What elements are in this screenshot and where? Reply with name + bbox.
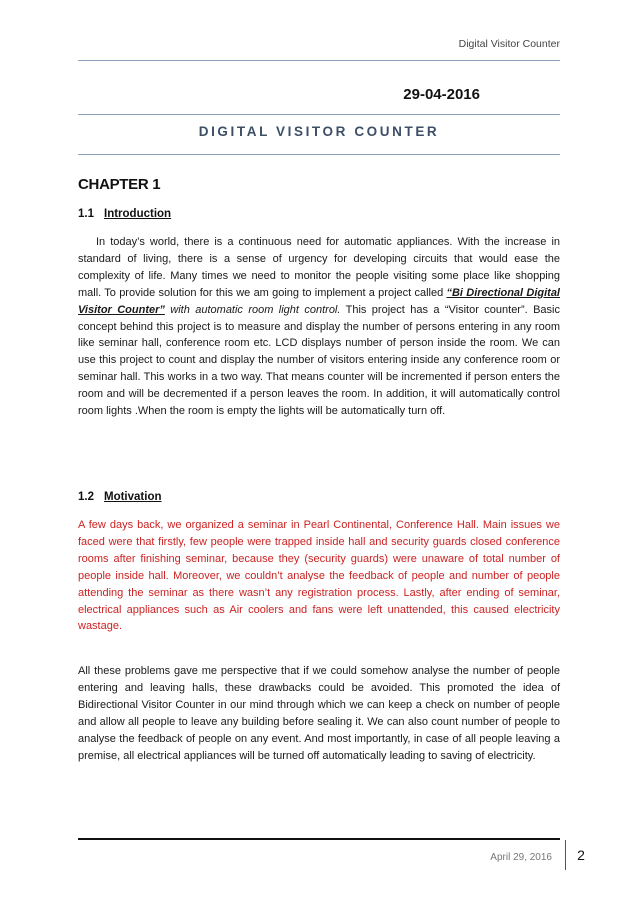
section-title: Motivation	[104, 491, 162, 503]
title-rule-top	[78, 114, 560, 115]
introduction-paragraph	[78, 234, 560, 420]
intro-text-after: This project has a “Visitor counter”. Basic concept behind this project is to measure and display the number of persons entering in any room like seminar hall, conference room etc. LCD displays number of person inside the room. We can use this project to count and display the number of visitors entering inside any conference room or seminar hall. This works in a two way. That means counter will be incremented if person enters the room and will be decremented if a person leaves the room. In addition, it will automatically control room lights .When the room is empty the lights will be automatically turn off.	[78, 303, 560, 418]
document-title: DIGITAL VISITOR COUNTER	[198, 124, 440, 139]
motivation-paragraph: A few days back, we organized a seminar in Pearl Continental, Conference Hall. Main issues we faced were that firstly, few people were trapped inside hall and security guards closed conference rooms after finishing seminar, because they (security guards) were unaware of total number of people inside hall. Moreover, we couldn’t analyse the feedback of people and number of people attending the seminar as there wasn’t any registration process. Lastly, after ending of seminar, electrical appliances such as Air coolers and fans were left unattended, this caused electricity wastage.	[78, 519, 560, 633]
closing-paragraph: All these problems gave me perspective that if we could somehow analyse the number of people entering and leaving halls, these drawbacks could be avoided. This promoted the idea of Bidirectional Visitor Counter in our mind through which we can keep a check on number of people and allow all people to leave any building before sealing it. We can also count number of people to analyse the feedback of people on any event. And most importantly, in case of all people leaving a premise, all electrical appliances will be turned off automatically leading to saving of electricity.	[78, 665, 560, 762]
header-rule	[78, 60, 560, 61]
section-number: 1.1	[78, 208, 94, 220]
section-title: Introduction	[104, 208, 172, 220]
footer-date: April 29, 2016	[490, 852, 552, 863]
section-number: 1.2	[78, 491, 94, 503]
section-heading-motivation	[78, 491, 162, 503]
document-date: 29-04-2016	[403, 86, 480, 103]
chapter-heading: CHAPTER 1	[78, 176, 161, 193]
project-name-emphasis: “Bi Directional Digital Visitor Counter”	[78, 286, 560, 316]
section-heading-introduction	[78, 208, 171, 220]
page-number: 2	[565, 840, 596, 870]
running-header: Digital Visitor Counter	[458, 38, 560, 50]
intro-italic-after: with automatic room light control.	[164, 303, 341, 316]
footer-rule	[78, 838, 560, 840]
intro-text-before: In today’s world, there is a continuous need for automatic appliances. With the increase in standard of living, there is a sense of urgency for developing circuits that would ease the complexity of life. Many times we need to monitor the people visiting some place like shopping mall. To provide solution for this we am going to implement a project called	[78, 236, 560, 299]
title-rule-bottom	[78, 154, 560, 155]
